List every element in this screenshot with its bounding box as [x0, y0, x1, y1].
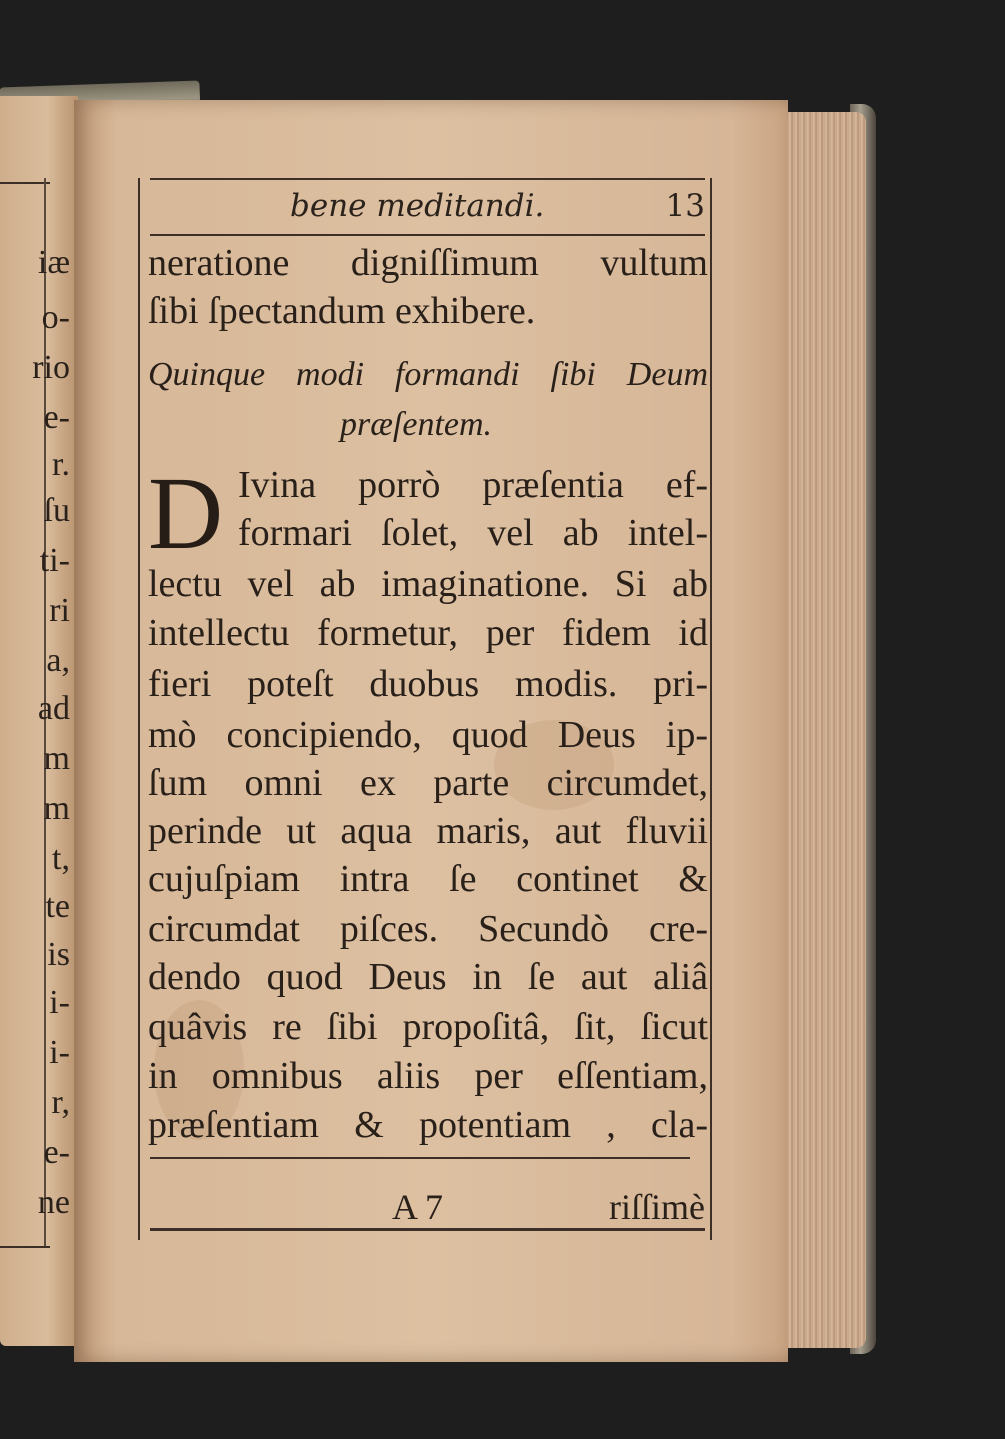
text-line: cujuſpiam intra ſe continet &: [148, 858, 708, 900]
left-fragment: ad: [37, 690, 70, 727]
left-fragment: ti-: [39, 542, 70, 579]
running-head-title: bene meditandi.: [290, 188, 545, 224]
footer-rule-top: [150, 1157, 690, 1159]
running-head: [150, 188, 705, 228]
text-line: circumdat piſces. Secundò cre-: [148, 908, 708, 950]
left-fragment: iæ: [37, 244, 70, 281]
section-heading: Quinque modi formandi ſibi Deum: [148, 356, 708, 393]
left-page-rule-bottom: [0, 1246, 50, 1248]
left-fragment: r,: [51, 1084, 70, 1121]
text-line: Ivina porrò præſentia ef-: [238, 464, 708, 506]
left-fragment: is: [47, 936, 70, 973]
left-fragment: ſu: [43, 492, 70, 529]
text-line: ſum omni ex parte circumdet,: [148, 762, 708, 804]
left-fragment: ne: [37, 1184, 70, 1221]
text-line: perinde ut aqua maris, aut fluvii: [148, 810, 708, 852]
page-fore-edge: [786, 112, 866, 1348]
running-head-rule: [150, 234, 705, 236]
left-fragment: i-: [49, 1034, 70, 1071]
text-line: dendo quod Deus in ſe aut aliâ: [148, 956, 708, 998]
footer-rule-bottom: [150, 1228, 705, 1231]
left-fragment: o-: [41, 299, 70, 336]
text-line: lectu vel ab imaginatione. Si ab: [148, 563, 708, 605]
left-fragment: m: [43, 740, 70, 777]
left-fragment: m: [43, 790, 70, 827]
text-line: intellectu formetur, per fidem id: [148, 612, 708, 654]
text-line: præſentiam & potentiam , cla-: [148, 1104, 708, 1146]
section-heading-cont: præſentem.: [340, 406, 493, 443]
frame-top-rule: [150, 178, 705, 180]
left-fragment: e-: [43, 1134, 70, 1171]
left-fragment: ri: [49, 592, 70, 629]
left-fragment: t,: [52, 840, 70, 877]
left-fragment: a,: [46, 642, 70, 679]
left-fragment: e-: [43, 399, 70, 436]
left-fragment: rio: [32, 349, 70, 386]
text-line: fieri poteſt duobus modis. pri-: [148, 663, 708, 705]
text-line: neratione digniſſimum vultum: [148, 242, 708, 284]
text-line: ſibi ſpectandum exhibere.: [148, 290, 536, 332]
page-footer: [150, 1186, 705, 1226]
left-fragment: r.: [52, 446, 70, 483]
left-page-edge: [0, 96, 78, 1346]
drop-cap: D: [148, 456, 224, 571]
text-line: quâvis re ſibi propoſitâ, ſit, ſicut: [148, 1006, 708, 1048]
text-line: in omnibus aliis per eſſentiam,: [148, 1055, 708, 1097]
left-fragment: i-: [49, 984, 70, 1021]
page-number: 13: [665, 188, 705, 224]
catchword: riſſimè: [609, 1187, 705, 1227]
signature-mark: A 7: [392, 1187, 444, 1227]
left-fragment: te: [45, 888, 70, 925]
text-line: formari ſolet, vel ab intel-: [238, 512, 708, 554]
left-page-rule-top: [0, 182, 50, 184]
text-line: mò concipiendo, quod Deus ip-: [148, 714, 708, 756]
